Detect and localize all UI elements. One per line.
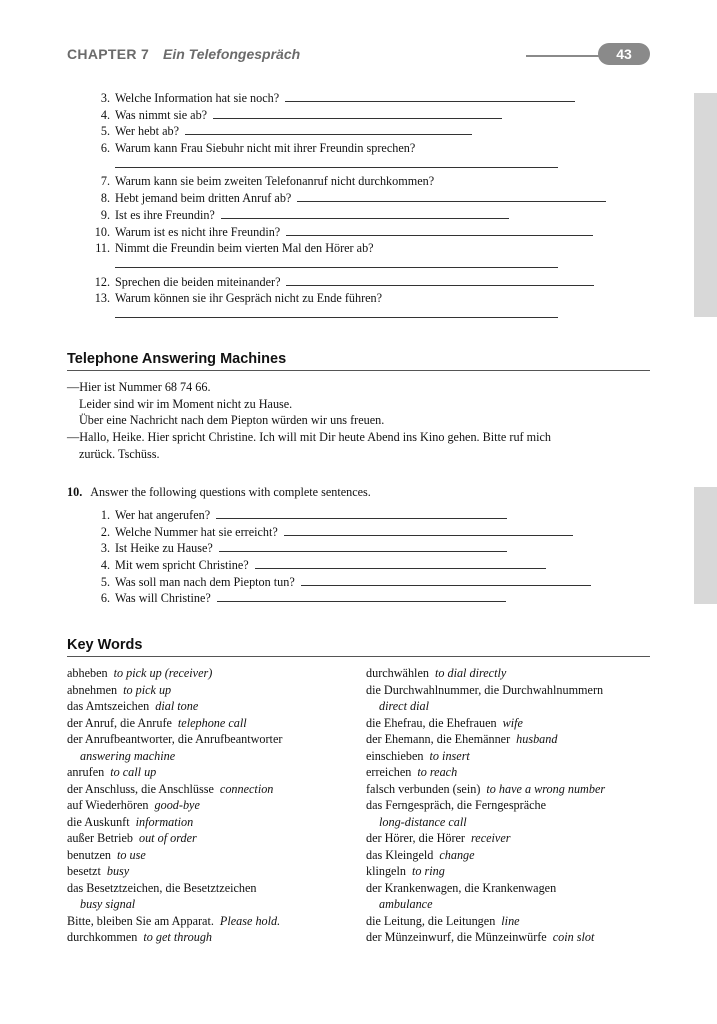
answer-line[interactable] xyxy=(286,235,593,236)
key-word-entry: benutzen to use xyxy=(67,847,146,862)
question-item: 7. Warum kann sie beim zweiten Telefonanruf nicht durchkommen? xyxy=(100,174,435,189)
key-word-entry: durchwählen to dial directly xyxy=(366,666,507,680)
key-word-entry: das Kleingeld change xyxy=(366,847,475,862)
answer-line[interactable] xyxy=(284,535,573,536)
question-item: 1. Wer hat angerufen? xyxy=(88,507,648,524)
key-words-right-column xyxy=(366,665,656,946)
key-word-entry: erreichen to reach xyxy=(366,765,458,779)
section-title-answering: Telephone Answering Machines xyxy=(67,351,287,367)
question-item: 12. Sprechen die beiden miteinander? xyxy=(88,274,648,291)
key-word-entry: außer Betrieb out of order xyxy=(67,831,197,845)
dialog-line: Über eine Nachricht nach dem Piepton würden wir uns freuen. xyxy=(79,413,385,428)
question-item: 3. Ist Heike zu Hause? xyxy=(88,540,648,557)
key-word-entry: einschieben to insert xyxy=(366,748,470,763)
question-item: 5. Was soll man nach dem Piepton tun? xyxy=(88,574,648,591)
dialog-line: zurück. Tschüss. xyxy=(79,446,160,461)
key-word-entry: Bitte, bleiben Sie am Apparat. Please hold. xyxy=(67,913,281,928)
key-word-translation: ambulance xyxy=(379,897,433,911)
question-item: 2. Welche Nummer hat sie erreicht? xyxy=(88,524,648,541)
question-item: 9. Ist es ihre Freundin? xyxy=(88,207,648,224)
answer-line[interactable] xyxy=(88,257,648,274)
section-rule xyxy=(67,656,650,657)
answer-line[interactable] xyxy=(185,134,472,135)
answer-line[interactable] xyxy=(219,551,507,552)
key-word-entry: der Anschluss, die Anschlüsse connection xyxy=(67,781,274,796)
answer-line[interactable] xyxy=(255,568,546,569)
key-word-entry: besetzt busy xyxy=(67,864,130,878)
dialog-line: Leider sind wir im Moment nicht zu Hause. xyxy=(79,396,293,411)
question-item: 5. Wer hebt ab? xyxy=(88,123,648,140)
key-word-entry: der Anrufbeantworter, die Anrufbeantworter xyxy=(67,732,283,746)
key-words-left-column xyxy=(67,665,362,946)
chapter-label: CHAPTER 7 xyxy=(67,46,150,62)
question-item: 11. Nimmt die Freundin beim vierten Mal den Hörer ab? xyxy=(95,241,374,256)
dialog-line: —Hier ist Nummer 68 74 66. xyxy=(67,380,211,394)
key-word-entry: der Ehemann, die Ehemänner husband xyxy=(366,732,558,746)
exercise-instruction xyxy=(67,484,371,500)
page-header xyxy=(67,46,657,66)
side-tab-top xyxy=(694,93,717,317)
key-word-entry: abnehmen to pick up xyxy=(67,682,172,697)
answer-line[interactable] xyxy=(285,101,575,102)
key-word-entry: der Krankenwagen, die Krankenwagen xyxy=(366,880,557,895)
key-word-translation: direct dial xyxy=(379,699,429,713)
chapter-title: Ein Telefongespräch xyxy=(163,46,301,62)
key-word-entry: anrufen to call up xyxy=(67,765,157,779)
dialog-line: —Hallo, Heike. Hier spricht Christine. Ich will mit Dir heute Abend ins Kino gehen. Bitte ruf mich xyxy=(67,430,552,445)
answer-line[interactable] xyxy=(221,218,509,219)
question-item: 13. Warum können sie ihr Gespräch nicht zu Ende führen? xyxy=(94,291,383,306)
key-word-entry: falsch verbunden (sein) to have a wrong number xyxy=(366,781,606,796)
key-word-entry: durchkommen to get through xyxy=(67,930,213,944)
answer-line[interactable] xyxy=(88,307,648,324)
key-word-entry: das Amtszeichen dial tone xyxy=(67,699,199,713)
key-word-entry: die Auskunft information xyxy=(67,814,194,829)
section-title-key-words: Key Words xyxy=(67,637,143,653)
key-word-entry: das Ferngespräch, die Ferngespräche xyxy=(366,798,547,812)
key-word-entry: die Durchwahlnummer, die Durchwahlnummern xyxy=(366,682,604,697)
question-item: 10. Warum ist es nicht ihre Freundin? xyxy=(88,224,648,241)
answer-line[interactable] xyxy=(216,518,507,519)
key-word-translation: long-distance call xyxy=(379,814,467,829)
key-word-entry: die Leitung, die Leitungen line xyxy=(366,913,520,928)
question-item: 8. Hebt jemand beim dritten Anruf ab? xyxy=(88,190,648,207)
answer-line[interactable] xyxy=(297,201,606,202)
exercise-text: Answer the following questions with complete sentences. xyxy=(90,485,371,499)
exercise-number: 10. xyxy=(67,485,83,499)
key-word-entry: auf Wiederhören good-bye xyxy=(67,798,200,812)
exercise-question-list xyxy=(88,507,648,607)
answer-line[interactable] xyxy=(217,601,506,602)
question-item: 6. Warum kann Frau Siebuhr nicht mit ihrer Freundin sprechen? xyxy=(100,141,416,156)
side-tab-bottom xyxy=(694,487,717,604)
key-word-entry: das Besetztzeichen, die Besetztzeichen xyxy=(67,880,257,895)
answer-line[interactable] xyxy=(286,285,594,286)
key-word-translation: busy signal xyxy=(80,897,136,911)
answer-line[interactable] xyxy=(88,157,648,174)
answer-line[interactable] xyxy=(301,585,591,586)
question-item: 4. Mit wem spricht Christine? xyxy=(88,557,648,574)
key-word-entry: der Anruf, die Anrufe telephone call xyxy=(67,715,247,730)
question-list-top xyxy=(88,90,648,324)
section-rule xyxy=(67,370,650,371)
header-rule xyxy=(526,55,606,57)
key-word-entry: der Münzeinwurf, die Münzeinwürfe coin slot xyxy=(366,930,595,944)
answering-machine-dialog xyxy=(67,379,650,463)
page-number: 43 xyxy=(598,43,650,65)
key-word-entry: abheben to pick up (receiver) xyxy=(67,666,213,680)
key-word-entry: die Ehefrau, die Ehefrauen wife xyxy=(366,715,523,730)
key-word-translation: answering machine xyxy=(80,748,176,763)
key-word-entry: der Hörer, die Hörer receiver xyxy=(366,831,511,845)
question-item: 6. Was will Christine? xyxy=(88,590,648,607)
key-word-entry: klingeln to ring xyxy=(366,864,445,878)
question-item: 3. Welche Information hat sie noch? xyxy=(88,90,648,107)
answer-line[interactable] xyxy=(213,118,502,119)
question-item: 4. Was nimmt sie ab? xyxy=(88,107,648,124)
